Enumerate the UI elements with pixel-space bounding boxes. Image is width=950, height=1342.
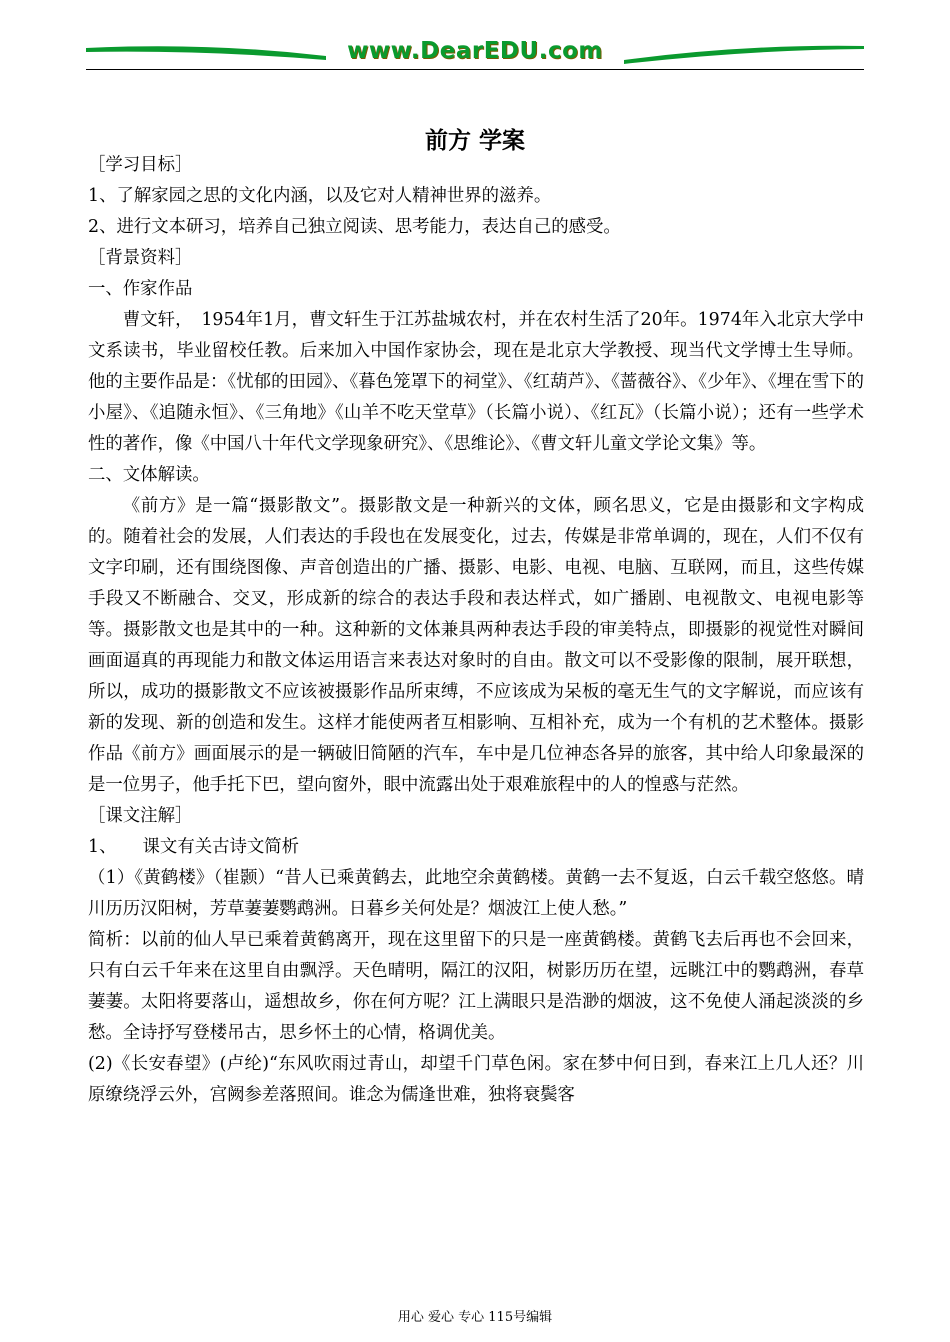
subheading-genre: 二、文体解读。 [88,465,210,485]
notes-item-heading: 1、 课文有关古诗文简析 [88,837,300,857]
poem-yellow-crane-tower: （1）《黄鹤楼》（崔颢）“昔人已乘黄鹤去，此地空余黄鹤楼。黄鹤一去不复返，白云千载空悠悠。晴川历历汉阳树，芳草萋萋鹦鹉洲。日暮乡关何处是？烟波江上使人愁。” [88,868,864,919]
page-title: 前方 学案 [424,127,525,154]
author-bio-paragraph: 曹文轩， 1954年1月，曹文轩生于江苏盐城农村，并在农村生活了20年。1974年入北京大学中文系读书，毕业留校任教。后来加入中国作家协会，现在是北京大学教授、现当代文学博士生导师。他的主要作品是：《忧郁的田园》、《暮色笼罩下的祠堂》、《红葫芦》、《蔷薇谷》、《少年》、《埋在雪下的小屋》、《追随永恒》、《三角地》《山羊不吃天堂草》（长篇小说）、《红瓦》（长篇小说）；还有一些学术性的著作，像《中国八十年代文学现象研究》、《思维论》、《曹文轩儿童文学论文集》等。 [88,310,864,454]
document-body [88,150,864,1111]
poem-changan-spring: (2)《长安春望》(卢纶)“东风吹雨过青山，却望千门草色闲。家在梦中何日到，春来江上几人还？川原缭绕浮云外，宫阙参差落照间。谁念为儒逢世难，独将衰鬓客 [88,1054,864,1105]
site-logo[interactable]: www.DearEDU.com [347,38,603,64]
header-divider [86,69,864,70]
section-heading-background: ［背景资料］ [88,248,193,268]
subheading-author-works: 一、作家作品 [88,279,193,299]
page-footer: 用心 爱心 专心 115号编辑 [397,1310,553,1325]
objective-item: 2、进行文本研习，培养自己独立阅读、思考能力，表达自己的感受。 [88,217,621,237]
poem-analysis: 简析：以前的仙人早已乘着黄鹤离开，现在这里留下的只是一座黄鹤楼。黄鹤飞去后再也不会回来，只有白云千年来在这里自由飘浮。天色晴明，隔江的汉阳，树影历历在望，远眺江中的鹦鹉洲，春草萋萋。太阳将要落山，遥想故乡，你在何方呢？江上满眼只是浩渺的烟波，这不免使人涌起淡淡的乡愁。全诗抒写登楼吊古，思乡怀土的心情，格调优美。 [88,930,864,1043]
objective-item: 1、了解家园之思的文化内涵，以及它对人精神世界的滋养。 [88,186,552,206]
section-heading-notes: ［课文注解］ [88,806,193,826]
section-heading-objectives: ［学习目标］ [88,155,193,175]
site-header-banner [86,36,864,70]
genre-paragraph: 《前方》是一篇“摄影散文”。摄影散文是一种新兴的文体，顾名思义，它是由摄影和文字构成的。随着社会的发展，人们表达的手段也在发展变化，过去，传媒是非常单调的，现在，人们不仅有文字印刷，还有围绕图像、声音创造出的广播、摄影、电影、电视、电脑、互联网，而且，这些传媒手段又不断融合、交叉，形成新的综合的表达手段和表达样式，如广播剧、电视散文、电视电影等等。摄影散文也是其中的一种。这种新的文体兼具两种表达手段的审美特点，即摄影的视觉性对瞬间画面逼真的再现能力和散文体运用语言来表达对象时的自由。散文可以不受影像的限制，展开联想，所以，成功的摄影散文不应该被摄影作品所束缚，不应该成为呆板的毫无生气的文字解说，而应该有新的发现、新的创造和发生。这样才能使两者互相影响、互相补充，成为一个有机的艺术整体。摄影作品《前方》画面展示的是一辆破旧简陋的汽车，车中是几位神态各异的旅客，其中给人印象最深的是一位男子，他手托下巴，望向窗外，眼中流露出处于艰难旅程中的人的惶惑与茫然。 [88,496,864,795]
